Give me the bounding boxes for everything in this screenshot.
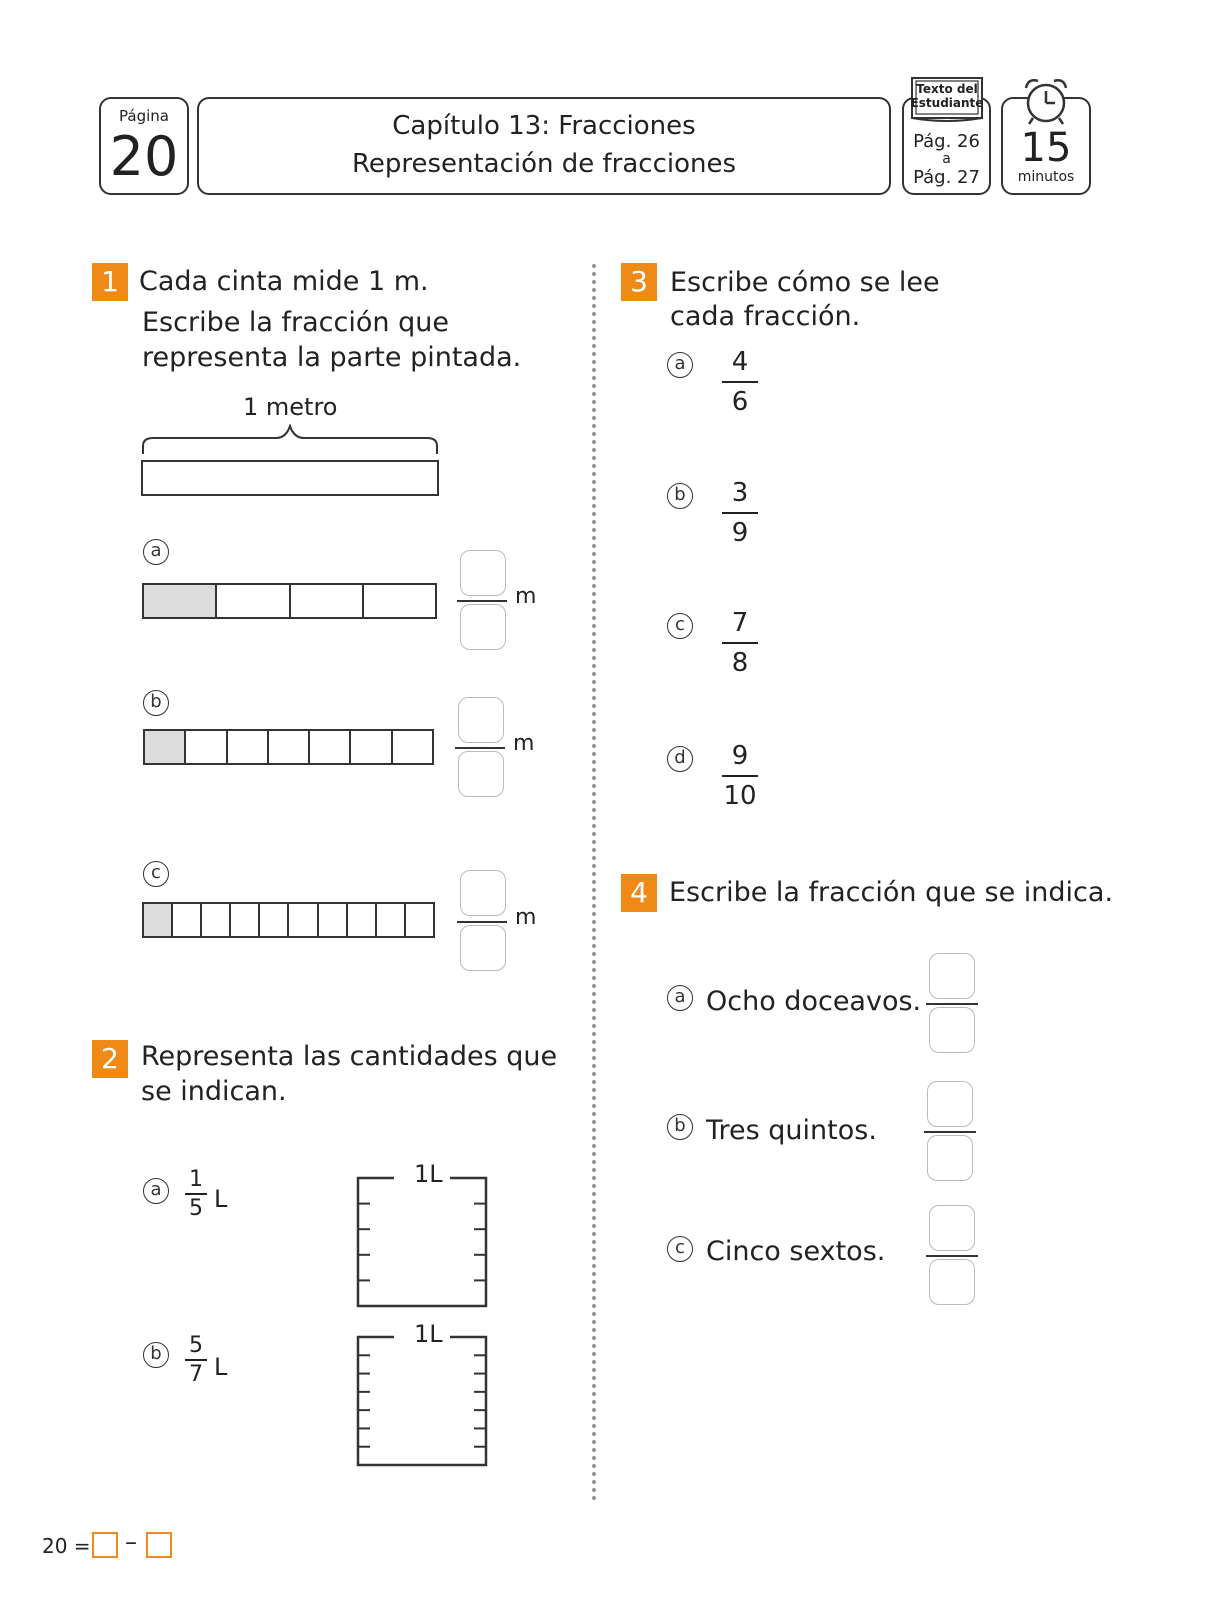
tape-1a bbox=[142, 583, 437, 619]
item-2b-letter: b bbox=[143, 1342, 169, 1368]
answer-1b-denominator[interactable] bbox=[458, 751, 504, 797]
fraction-3c bbox=[722, 608, 758, 678]
fraction-3c-numerator: 7 bbox=[731, 608, 749, 638]
answer-1b-numerator[interactable] bbox=[458, 697, 504, 743]
question-4-number: 4 bbox=[621, 874, 657, 912]
textbook-pages-from: Pág. 26 bbox=[913, 131, 980, 152]
question-2-line1: Representa las cantidades que bbox=[141, 1041, 558, 1072]
answer-1c-numerator[interactable] bbox=[460, 870, 506, 916]
item-1c-letter: c bbox=[143, 861, 169, 887]
question-1-number: 1 bbox=[92, 263, 128, 301]
item-4a-text: Ocho doceavos. bbox=[706, 986, 922, 1017]
fraction-2b-numerator: 5 bbox=[189, 1333, 203, 1358]
question-3-number: 3 bbox=[621, 263, 657, 301]
brace bbox=[141, 424, 439, 454]
item-4c-text: Cinco sextos. bbox=[706, 1236, 886, 1267]
fraction-2b-bar bbox=[185, 1359, 207, 1361]
chapter-title-box bbox=[197, 97, 891, 195]
fraction-3d-numerator: 9 bbox=[731, 741, 749, 771]
item-2a-letter: a bbox=[143, 1178, 169, 1204]
tape-segment bbox=[310, 731, 351, 763]
container-2a-label: 1L bbox=[410, 1160, 447, 1188]
fraction-2a-bar bbox=[185, 1193, 207, 1195]
fraction-3a-bar bbox=[722, 381, 758, 383]
tape-segment bbox=[393, 731, 432, 763]
liter-container-2b[interactable] bbox=[355, 1334, 489, 1468]
fraction-bar-1c bbox=[457, 921, 507, 923]
container-2b-label: 1L bbox=[410, 1320, 447, 1348]
fraction-bar-1a bbox=[457, 600, 507, 602]
answer-4b-numerator[interactable] bbox=[927, 1081, 973, 1127]
book-icon bbox=[909, 76, 985, 124]
container-outline bbox=[358, 1178, 486, 1306]
tape-segment bbox=[231, 904, 260, 936]
fraction-3c-denominator: 8 bbox=[731, 648, 749, 678]
fraction-2a bbox=[185, 1167, 207, 1221]
tape-segment bbox=[145, 731, 186, 763]
question-4-line1: Escribe la fracción que se indica. bbox=[669, 877, 1114, 908]
unit-1c: m bbox=[515, 905, 537, 930]
fraction-3d-denominator: 10 bbox=[723, 781, 757, 811]
tape-segment bbox=[269, 731, 310, 763]
column-divider bbox=[592, 262, 596, 1502]
tape-segment bbox=[377, 904, 406, 936]
fraction-3d-bar bbox=[722, 775, 758, 777]
fraction-3b-denominator: 9 bbox=[731, 518, 749, 548]
tape-1b bbox=[143, 729, 434, 765]
item-3b-letter: b bbox=[667, 483, 693, 509]
item-4b-letter: b bbox=[667, 1114, 693, 1140]
textbook-label-2: Estudiante bbox=[910, 96, 984, 110]
footer-box-2 bbox=[146, 1532, 172, 1558]
tape-segment bbox=[291, 585, 364, 617]
fraction-3a-numerator: 4 bbox=[731, 347, 749, 377]
unit-1b: m bbox=[513, 731, 535, 756]
fraction-3c-bar bbox=[722, 642, 758, 644]
tape-segment bbox=[351, 731, 392, 763]
answer-1c-denominator[interactable] bbox=[460, 925, 506, 971]
answer-4a-denominator[interactable] bbox=[929, 1007, 975, 1053]
container-outline bbox=[358, 1337, 486, 1465]
tape-1c bbox=[142, 902, 435, 938]
fraction-2a-denominator: 5 bbox=[189, 1196, 203, 1221]
answer-4c-numerator[interactable] bbox=[929, 1205, 975, 1251]
tape-segment bbox=[319, 904, 348, 936]
fraction-2b-denominator: 7 bbox=[189, 1362, 203, 1387]
tape-segment bbox=[217, 585, 290, 617]
unit-2a: L bbox=[214, 1185, 228, 1213]
question-3-line2: cada fracción. bbox=[670, 301, 861, 332]
question-3-line1: Escribe cómo se lee bbox=[670, 267, 940, 298]
unit-2b: L bbox=[214, 1353, 228, 1381]
tape-segment bbox=[144, 585, 217, 617]
item-3d-letter: d bbox=[667, 746, 693, 772]
alarm-clock-icon bbox=[1020, 76, 1072, 126]
footer-box-1 bbox=[92, 1532, 118, 1558]
tape-segment bbox=[228, 731, 269, 763]
fraction-3a bbox=[722, 347, 758, 417]
fraction-2b bbox=[185, 1333, 207, 1387]
liter-container-2a[interactable] bbox=[355, 1175, 489, 1309]
item-1a-letter: a bbox=[143, 539, 169, 565]
tape-segment bbox=[406, 904, 433, 936]
textbook-pages-a: a bbox=[942, 151, 951, 167]
tape-segment bbox=[289, 904, 318, 936]
textbook-pages-to: Pág. 27 bbox=[913, 167, 980, 188]
item-4b-text: Tres quintos. bbox=[706, 1115, 877, 1146]
fraction-3b-bar bbox=[722, 512, 758, 514]
tape-segment bbox=[260, 904, 289, 936]
item-4a-letter: a bbox=[667, 985, 693, 1011]
footer-equation-prefix: 20 = bbox=[42, 1534, 91, 1558]
answer-1a-denominator[interactable] bbox=[460, 604, 506, 650]
page-label: Página bbox=[119, 107, 169, 125]
answer-4c-denominator[interactable] bbox=[929, 1259, 975, 1305]
tape-segment bbox=[348, 904, 377, 936]
answer-1a-numerator[interactable] bbox=[460, 550, 506, 596]
time-unit: minutos bbox=[1017, 169, 1075, 185]
answer-4b-denominator[interactable] bbox=[927, 1135, 973, 1181]
question-1-line2: Escribe la fracción que bbox=[142, 307, 449, 338]
question-2-line2: se indican. bbox=[141, 1076, 287, 1107]
fraction-bar-1b bbox=[455, 747, 505, 749]
page-number: 20 bbox=[109, 125, 179, 188]
question-1-line3: representa la parte pintada. bbox=[142, 342, 522, 373]
chapter-subtitle: Representación de fracciones bbox=[351, 149, 737, 179]
textbook-label-1: Texto del bbox=[916, 82, 978, 96]
question-2-number: 2 bbox=[92, 1040, 128, 1078]
fraction-3d bbox=[722, 741, 758, 811]
fraction-2a-numerator: 1 bbox=[189, 1167, 203, 1192]
chapter-title: Capítulo 13: Fracciones bbox=[392, 111, 696, 141]
item-1b-letter: b bbox=[143, 690, 169, 716]
fraction-bar-4a bbox=[926, 1003, 978, 1005]
unit-1a: m bbox=[515, 584, 537, 609]
fraction-3b bbox=[722, 478, 758, 548]
fraction-bar-4c bbox=[926, 1255, 978, 1257]
page-number-box bbox=[99, 97, 189, 195]
fraction-3a-denominator: 6 bbox=[731, 387, 749, 417]
one-meter-tape bbox=[141, 460, 439, 496]
fraction-3b-numerator: 3 bbox=[731, 478, 749, 508]
question-1-line1: Cada cinta mide 1 m. bbox=[139, 266, 429, 297]
tape-segment bbox=[173, 904, 202, 936]
answer-4a-numerator[interactable] bbox=[929, 953, 975, 999]
fraction-bar-4b bbox=[924, 1131, 976, 1133]
item-4c-letter: c bbox=[667, 1236, 693, 1262]
tape-segment bbox=[202, 904, 231, 936]
tape-segment bbox=[364, 585, 435, 617]
item-3c-letter: c bbox=[667, 613, 693, 639]
time-value: 15 bbox=[1020, 125, 1072, 171]
footer-minus: – bbox=[125, 1528, 137, 1556]
item-3a-letter: a bbox=[667, 352, 693, 378]
brace-label: 1 metro bbox=[243, 393, 338, 421]
tape-segment bbox=[186, 731, 227, 763]
tape-segment bbox=[144, 904, 173, 936]
